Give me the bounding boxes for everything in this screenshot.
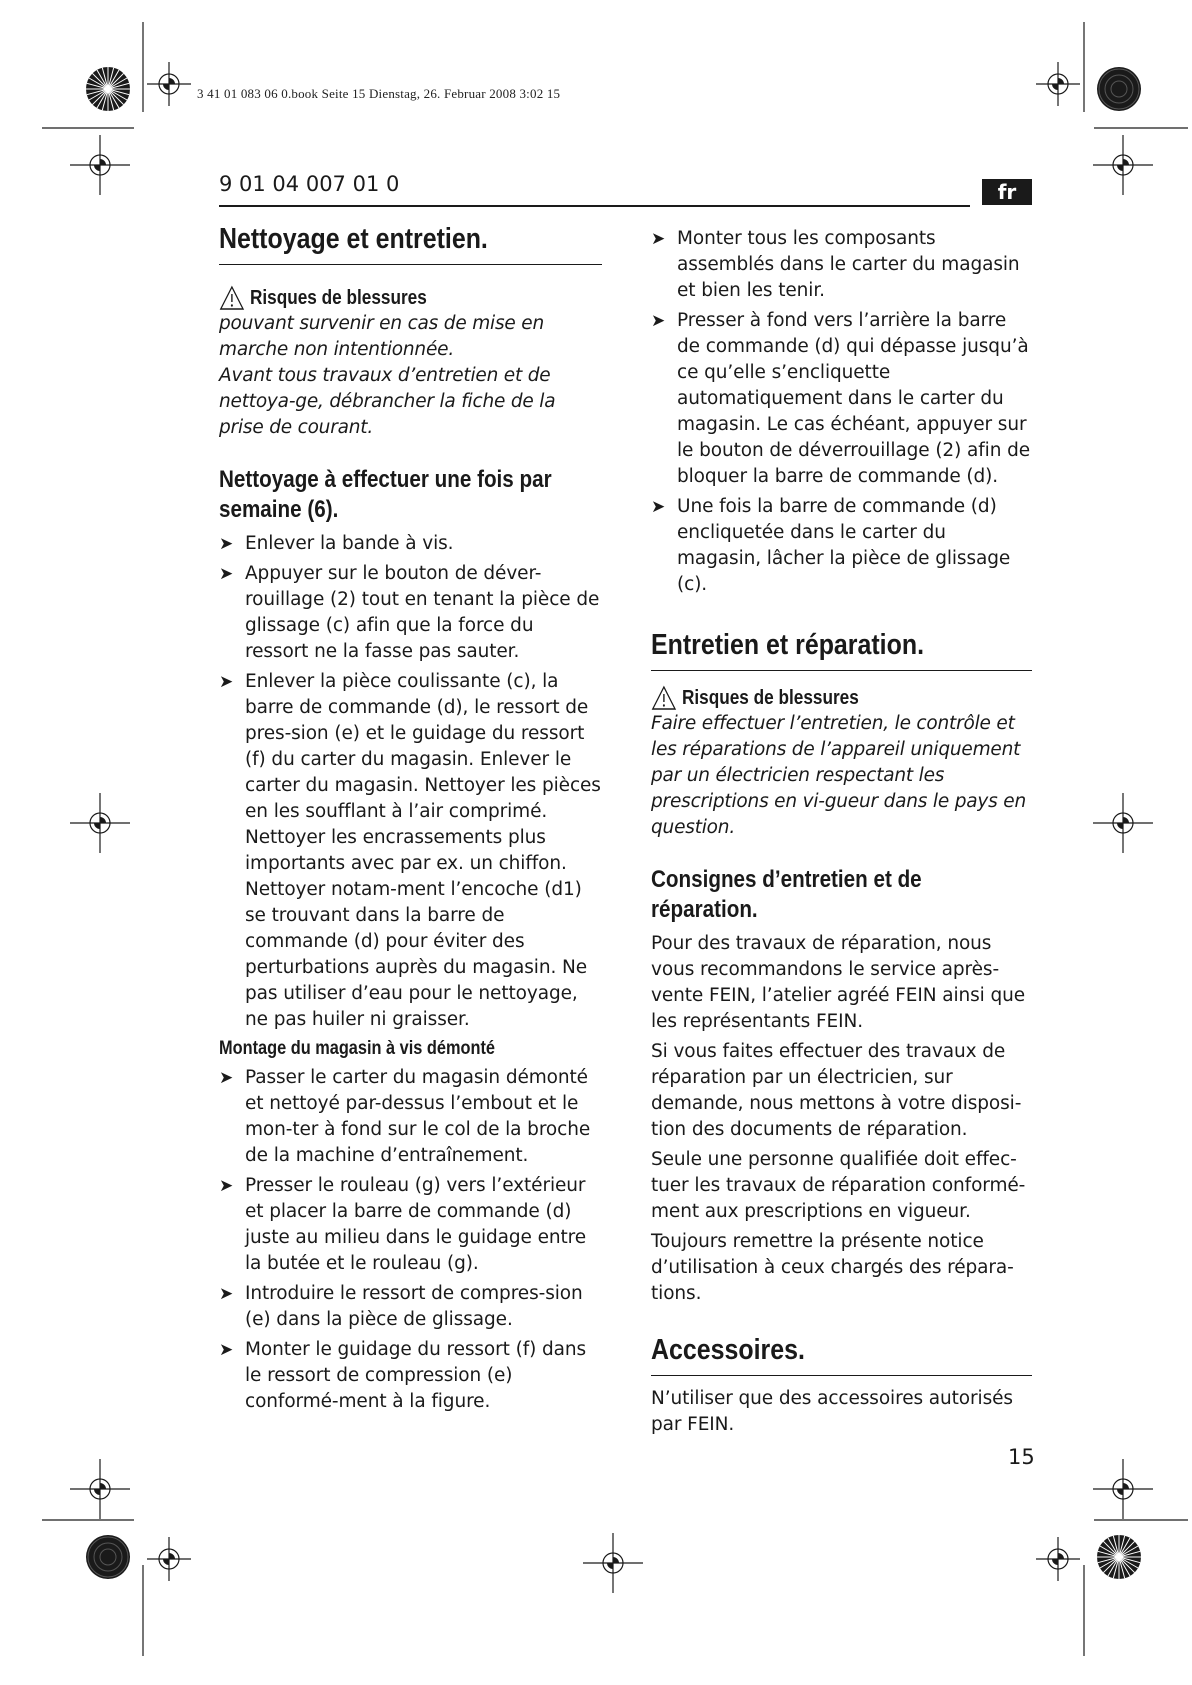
list-item-text: Monter le guidage du ressort (f) dans le ressort de compression (e) conformé-ment à la figure. [245,1339,587,1412]
subsection-title: Montage du magasin à vis démonté [219,1038,496,1059]
warning-title: Risques de blessures [249,287,427,309]
bullet-list [219,531,602,1033]
section-magazine-assembly [219,1037,602,1415]
header-rule [219,205,970,207]
registration-mark-icon [1036,1537,1080,1585]
list-item-text: Enlever la bande à vis. [245,533,454,554]
warning-text: pouvant survenir en cas de mise en marche non intentionnée. [219,313,544,360]
bullet-list [219,1065,602,1415]
warning-title: Risques de blessures [681,687,859,709]
bullet-list [651,226,1032,598]
section-maintenance-repair [651,628,1032,841]
arrowhead-bullet-icon: ➤ [651,497,666,517]
paragraph: Si vous faites effectuer des travaux de réparation par un électricien, sur demande, nous mettons à votre disposi-tion des documents de réparation. [651,1041,1022,1140]
section-title: Nettoyage et entretien. [219,223,488,255]
list-item-text: Introduire le ressort de compres-sion (e) dans la pièce de glissage. [245,1283,583,1330]
list-item [651,308,1032,490]
arrowhead-bullet-icon: ➤ [219,1176,234,1196]
list-item [219,1173,602,1277]
warning-heading [219,285,548,311]
list-item-text: Passer le carter du magasin démonté et nettoyé par-dessus l’embout et le mon-ter à fond sur le col de la broche de la machine d’entraînement. [245,1067,591,1166]
list-item [651,494,1032,598]
arrowhead-bullet-icon: ➤ [651,311,666,331]
document-number: 9 01 04 007 01 0 [219,172,400,196]
list-item [219,1337,602,1415]
list-item [219,561,602,665]
registration-mark-icon [1093,1459,1153,1523]
list-item-text: Presser à fond vers l’arrière la barre de commande (d) qui dépasse jusqu’à ce qu’elle s’encliquette automatiquement dans le carter du magasin. Le cas échéant, appuyer sur le bouton de déverrouillage (2) afin de bloquer la barre de commande (d). [677,310,1031,487]
paragraph: Toujours remettre la présente notice d’utilisation à ceux chargés des répara-tions. [651,1231,1014,1304]
registration-mark-icon [1093,135,1153,199]
list-item-text: Enlever la pièce coulissante (c), la barre de commande (d), le ressort de pres-sion (e) et le guidage du ressort (f) du carter du magasin. Enlever le carter du magasin. Nettoyer les pièces en les soufflant à l’air comprimé. Nettoyer les encrassements plus importants avec par ex. un chiffon. Nettoyer notam-ment l’encoche (d1) se trouvant dans la barre de commande (d) pour éviter des perturbations auprès du magasin. Ne pas utiliser d’eau pour le nettoyage, ne pas huiler ni graisser. [245,671,601,1030]
print-header-line: 3 41 01 083 06 0.book Seite 15 Dienstag, 26. Februar 2008 3:02 15 [197,86,561,101]
right-column [651,226,1032,1438]
section-cleaning [219,222,602,441]
subsection-title: Consignes d’entretien et de réparation. [651,866,922,923]
warning-text: Faire effectuer l’entretien, le contrôle et les réparations de l’appareil uniquement par un électricien respectant les prescriptions en vi-gueur dans le pays en question. [651,713,1026,838]
list-item-text: Appuyer sur le bouton de déver-rouillage (2) tout en tenant la pièce de glissage (c) afin que la force du ressort ne la fasse pas sauter. [245,563,600,662]
warning-triangle-icon [651,685,677,711]
arrowhead-bullet-icon: ➤ [219,564,234,584]
arrowhead-bullet-icon: ➤ [219,534,234,554]
list-item-text: Une fois la barre de commande (d) encliquetée dans le carter du magasin, lâcher la pièce de glissage (c). [677,496,1011,595]
list-item [219,1281,602,1333]
list-item [219,531,602,557]
arrowhead-bullet-icon: ➤ [219,672,234,692]
arrowhead-bullet-icon: ➤ [219,1068,234,1088]
color-wheel-icon [1096,66,1142,116]
registration-mark-icon [1093,793,1153,857]
warning-text: Avant tous travaux d’entretien et de nettoya-ge, débrancher la fiche de la prise de courant. [219,365,556,438]
registration-mark-icon [147,1537,191,1585]
arrowhead-bullet-icon: ➤ [219,1284,234,1304]
registration-mark-icon [583,1533,643,1597]
arrowhead-bullet-icon: ➤ [219,1340,234,1360]
color-wheel-icon [85,66,131,116]
language-badge: fr [982,179,1032,205]
registration-mark-icon [70,135,130,199]
paragraph: Seule une personne qualifiée doit effec-tuer les travaux de réparation conformé-ment aux prescriptions en vigueur. [651,1149,1026,1222]
list-item [219,1065,602,1169]
color-wheel-icon [85,1534,131,1584]
list-item-text: Presser le rouleau (g) vers l’extérieur et placer la barre de commande (d) juste au milieu dans le guidage entre la butée et le rouleau (g). [245,1175,587,1274]
list-item-text: Monter tous les composants assemblés dans le carter du magasin et bien les tenir. [677,228,1020,301]
registration-mark-icon [70,1459,130,1523]
section-maintenance-instructions [651,865,1032,1307]
list-item [651,226,1032,304]
paragraph: N’utiliser que des accessoires autorisés par FEIN. [651,1388,1013,1435]
arrowhead-bullet-icon: ➤ [651,229,666,249]
paragraph: Pour des travaux de réparation, nous vous recommandons le service après-vente FEIN, l’atelier agréé FEIN ainsi que les représentants FEIN. [651,933,1026,1032]
registration-mark-icon [70,793,130,857]
warning-triangle-icon [219,285,245,311]
page-number: 15 [1008,1445,1035,1469]
list-item [219,669,602,1033]
registration-mark-icon [147,62,191,110]
section-weekly-cleaning [219,465,602,1033]
warning-heading [651,685,979,711]
section-title: Accessoires. [651,1334,805,1366]
section-title: Entretien et réparation. [651,629,925,661]
color-wheel-icon [1096,1534,1142,1584]
registration-mark-icon [1036,62,1080,110]
section-accessories [651,1333,1032,1438]
left-column [219,222,602,1419]
subsection-title: Nettoyage à effectuer une fois par semaine (6). [219,466,552,523]
